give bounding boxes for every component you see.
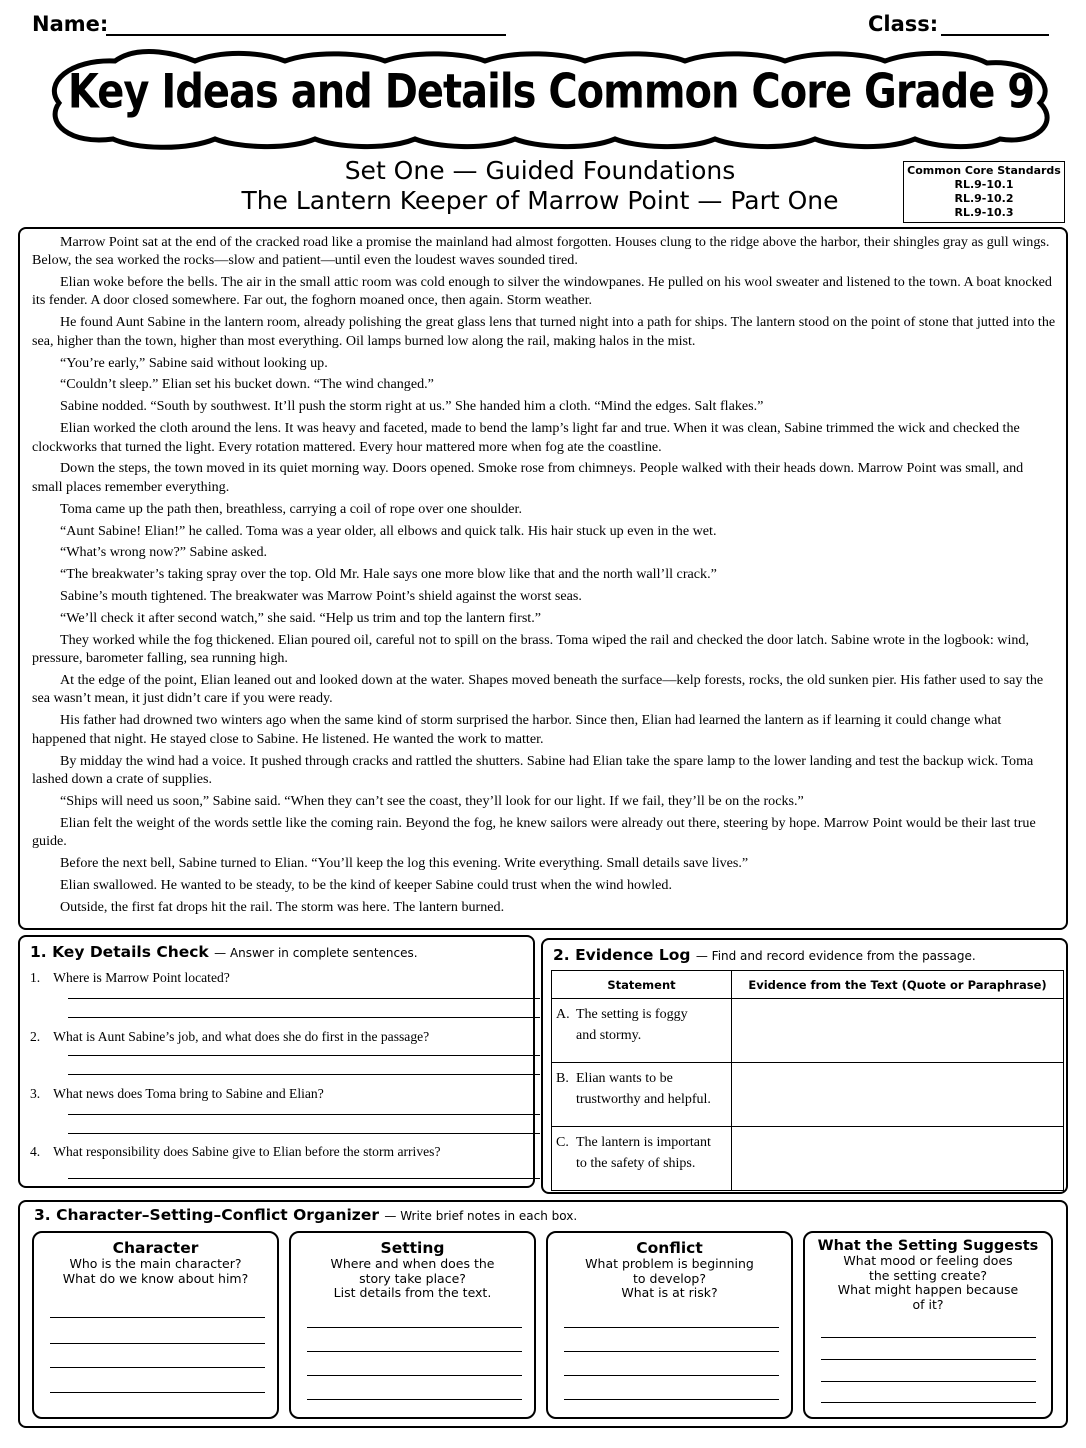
question-number: 4. (30, 1144, 41, 1159)
section2-heading (553, 946, 976, 964)
organizer-prompt: What might happen because (837, 1282, 1019, 1297)
note-line[interactable] (821, 1381, 1036, 1382)
standard-item: RL.9-10.2 (954, 192, 1014, 205)
passage-paragraph: By midday the wind had a voice. It pushed through cracks and rattled the shutters. Sabine had Elian take the spare lamp to the lower landing and test the backup wick. Toma lashed down a crate of supplies. (32, 752, 1034, 787)
section1-title: 1. Key Details Check (30, 943, 209, 961)
section2-title: 2. Evidence Log (553, 946, 691, 964)
section2-subtitle: — Find and record evidence from the passage. (695, 949, 976, 963)
statement-text: The setting is foggy (576, 1007, 688, 1022)
organizer-prompt: What is at risk? (621, 1285, 718, 1300)
class-label: Class: (868, 12, 939, 36)
evidence-cell[interactable] (732, 999, 1064, 1063)
name-blank[interactable] (106, 34, 506, 36)
note-line[interactable] (50, 1392, 265, 1393)
evidence-table (551, 970, 1064, 1191)
organizer-prompt: to develop? (633, 1270, 706, 1286)
note-line[interactable] (564, 1399, 779, 1400)
standards-heading: Common Core Standards (907, 164, 1061, 177)
passage-paragraph: At the edge of the point, Elian leaned out and looked down at the water. Shapes moved beneath the surface—kelp forests, rocks, the old sunken pier. His father used to say the sea wasn’t mean, it just didn’t care if you were ready. (32, 672, 1044, 707)
passage-paragraph: Marrow Point sat at the end of the cracked road like a promise the mainland had almost forgotten. Houses clung to the ridge above the harbor, their shingles gray as gull wings. Below, the sea worked the rocks—slow and patient—until even the loudest waves sounded tired. (32, 234, 1050, 269)
evidence-cell[interactable] (732, 1063, 1064, 1127)
table-row (552, 999, 1064, 1063)
section1-heading (30, 943, 418, 961)
worksheet-title: Key Ideas and Details Common Core Grade 9 (67, 64, 1035, 120)
setting-suggests-box (803, 1231, 1053, 1419)
section1-subtitle: — Answer in complete sentences. (214, 946, 418, 960)
question-3 (30, 1086, 324, 1102)
reading-passage (18, 227, 1068, 930)
passage-paragraph: His father had drowned two winters ago when the same kind of storm surprised the harbor. Since then, Elian had learned the lantern as if learning it could change what happened that night. He stayed close to Sabine. He listened. He wanted the work to matter. (32, 712, 1002, 747)
section3-subtitle: — Write brief notes in each box. (384, 1209, 578, 1223)
organizer-prompt: Who is the main character? (69, 1256, 242, 1271)
answer-line[interactable] (68, 1133, 540, 1134)
passage-paragraph: He found Aunt Sabine in the lantern room, already polishing the great glass lens that turned night into a path for ships. The lantern stood on the point of stone that jutted into the sea, higher than the town, higher than most everything. Oil lamps burned low along the rail, making halos in the mist. (32, 314, 1056, 349)
question-number: 2. (30, 1029, 41, 1044)
question-text: Where is Marrow Point located? (53, 970, 230, 985)
question-number: 1. (30, 970, 41, 985)
row-letter: B. (556, 1071, 569, 1086)
name-label: Name: (32, 12, 109, 36)
passage-paragraph: “The breakwater’s taking spray over the top. Old Mr. Hale says one more blow like that and the north wall’ll crack.” (60, 566, 717, 583)
question-number: 3. (30, 1086, 41, 1101)
answer-line[interactable] (68, 1178, 540, 1179)
passage-paragraph: Elian felt the weight of the words settle like the coming rain. Beyond the fog, he knew sailors were already out there, steering by hope. Marrow Point would be their last true guide. (32, 814, 1036, 849)
evidence-log-section (541, 938, 1068, 1194)
section3-title: 3. Character–Setting–Conflict Organizer (34, 1206, 379, 1224)
organizer-prompt: What mood or feeling does (843, 1253, 1013, 1268)
passage-paragraph: Sabine nodded. “South by southwest. It’ll push the storm right at us.” She handed him a cloth. “Mind the edges. Salt flakes.” (60, 398, 764, 415)
organizer-prompt: What do we know about him? (62, 1270, 249, 1286)
set-title: Set One — Guided Foundations (344, 156, 736, 185)
answer-line[interactable] (68, 1017, 540, 1018)
statement-cell (552, 999, 732, 1063)
story-title: The Lantern Keeper of Marrow Point — Part One (241, 186, 839, 215)
answer-line[interactable] (68, 1074, 540, 1075)
character-box (32, 1231, 279, 1419)
organizer-title: What the Setting Suggests (817, 1238, 1039, 1254)
note-line[interactable] (821, 1359, 1036, 1360)
answer-line[interactable] (68, 998, 540, 999)
setting-box (289, 1231, 536, 1419)
organizer-title: Setting (380, 1239, 445, 1257)
note-line[interactable] (307, 1399, 522, 1400)
passage-paragraph: Elian swallowed. He wanted to be steady, to be the kind of keeper Sabine could trust when the wind howled. (60, 876, 673, 893)
passage-paragraph: Toma came up the path then, breathless, carrying a coil of rope over one shoulder. (60, 500, 522, 517)
statement-text: The lantern is important (576, 1135, 711, 1150)
note-line[interactable] (564, 1327, 779, 1328)
passage-paragraph: Elian worked the cloth around the lens. It was heavy and faceted, made to bend the lamp’s light far and true. When it was clean, Sabine trimmed the wick and checked the clockworks that turned the light. Every rotation mattered. Every hour mattered more when fog ate the coastline. (32, 420, 1020, 455)
question-2 (30, 1029, 429, 1045)
statement-text: trustworthy and helpful. (576, 1092, 711, 1107)
passage-paragraph: Sabine’s mouth tightened. The breakwater was Marrow Point’s shield against the worst seas. (60, 588, 582, 605)
statement-text: to the safety of ships. (576, 1156, 696, 1171)
organizer-prompt: What problem is beginning (585, 1256, 754, 1271)
passage-paragraph: “What’s wrong now?” Sabine asked. (60, 544, 268, 561)
class-blank[interactable] (941, 34, 1049, 36)
passage-paragraph: “You’re early,” Sabine said without looking up. (60, 354, 328, 371)
note-line[interactable] (564, 1375, 779, 1376)
note-line[interactable] (307, 1327, 522, 1328)
note-line[interactable] (50, 1367, 265, 1368)
standard-item: RL.9-10.3 (954, 206, 1014, 219)
statement-cell (552, 1127, 732, 1191)
note-line[interactable] (307, 1375, 522, 1376)
conflict-box (546, 1231, 793, 1419)
passage-paragraph: “We’ll check it after second watch,” she said. “Help us trim and top the lantern first.” (60, 610, 542, 627)
table-row (552, 1063, 1064, 1127)
question-4 (30, 1144, 440, 1160)
note-line[interactable] (50, 1343, 265, 1344)
statement-cell (552, 1063, 732, 1127)
standard-item: RL.9-10.1 (954, 178, 1014, 191)
evidence-cell[interactable] (732, 1127, 1064, 1191)
organizer-title: Conflict (636, 1239, 703, 1257)
organizer-prompt: story take place? (359, 1270, 466, 1286)
title-cloud (45, 47, 1057, 153)
note-line[interactable] (307, 1351, 522, 1352)
organizer-prompt: the setting create? (868, 1267, 988, 1283)
note-line[interactable] (821, 1402, 1036, 1403)
note-line[interactable] (50, 1317, 265, 1318)
question-text: What responsibility does Sabine give to Elian before the storm arrives? (53, 1144, 441, 1159)
question-text: What is Aunt Sabine’s job, and what does she do first in the passage? (53, 1029, 430, 1044)
passage-paragraph: Outside, the first fat drops hit the rail. The storm was here. The lantern burned. (60, 898, 505, 915)
statement-header: Statement (552, 971, 732, 999)
statement-text: and stormy. (576, 1028, 642, 1043)
evidence-header: Evidence from the Text (Quote or Paraphrase) (732, 971, 1064, 999)
standards-box (903, 161, 1065, 223)
passage-paragraph: “Couldn’t sleep.” Elian set his bucket down. “The wind changed.” (60, 376, 434, 393)
passage-paragraph: Before the next bell, Sabine turned to Elian. “You’ll keep the log this evening. Write everything. Small details save lives.” (60, 854, 749, 871)
passage-paragraph: “Aunt Sabine! Elian!” he called. Toma was a year older, all elbows and quick talk. His hair stuck up even in the wet. (60, 522, 717, 539)
section3-heading (34, 1206, 577, 1224)
passage-paragraph: Elian woke before the bells. The air in the small attic room was cold enough to silver the windowpanes. He pulled on his wool sweater and listened to the town. A boat knocked its fender. A door closed somewhere. Far out, the foghorn moaned once, then again. Storm weather. (32, 274, 1052, 309)
passage-paragraph: “Ships will need us soon,” Sabine said. “When they can’t see the coast, they’ll look for our light. If we fail, they’ll be on the rocks.” (60, 792, 804, 809)
row-letter: A. (556, 1007, 570, 1022)
note-line[interactable] (821, 1337, 1036, 1338)
organizer-prompt: List details from the text. (333, 1285, 492, 1300)
passage-paragraph: They worked while the fog thickened. Elian poured oil, careful not to spill on the brass. Toma wiped the rail and checked the door latch. Sabine wrote in the logbook: wind, pressure, barometer falling, sea running high. (32, 631, 1030, 667)
key-details-section (18, 935, 535, 1188)
statement-text: Elian wants to be (576, 1071, 673, 1086)
organizer-title: Character (112, 1239, 199, 1257)
answer-line[interactable] (68, 1114, 540, 1115)
organizer-prompt: Where and when does the (330, 1256, 495, 1271)
table-row (552, 1127, 1064, 1191)
organizer-prompt: of it? (912, 1296, 944, 1312)
row-letter: C. (556, 1135, 569, 1150)
question-1 (30, 970, 230, 986)
question-text: What news does Toma bring to Sabine and Elian? (53, 1086, 324, 1101)
passage-paragraph: Down the steps, the town moved in its quiet morning way. Doors opened. Smoke rose from chimneys. People walked with their heads down. Marrow Point was small, and small places remember everything. (32, 460, 1024, 495)
note-line[interactable] (564, 1351, 779, 1352)
answer-line[interactable] (68, 1055, 540, 1056)
